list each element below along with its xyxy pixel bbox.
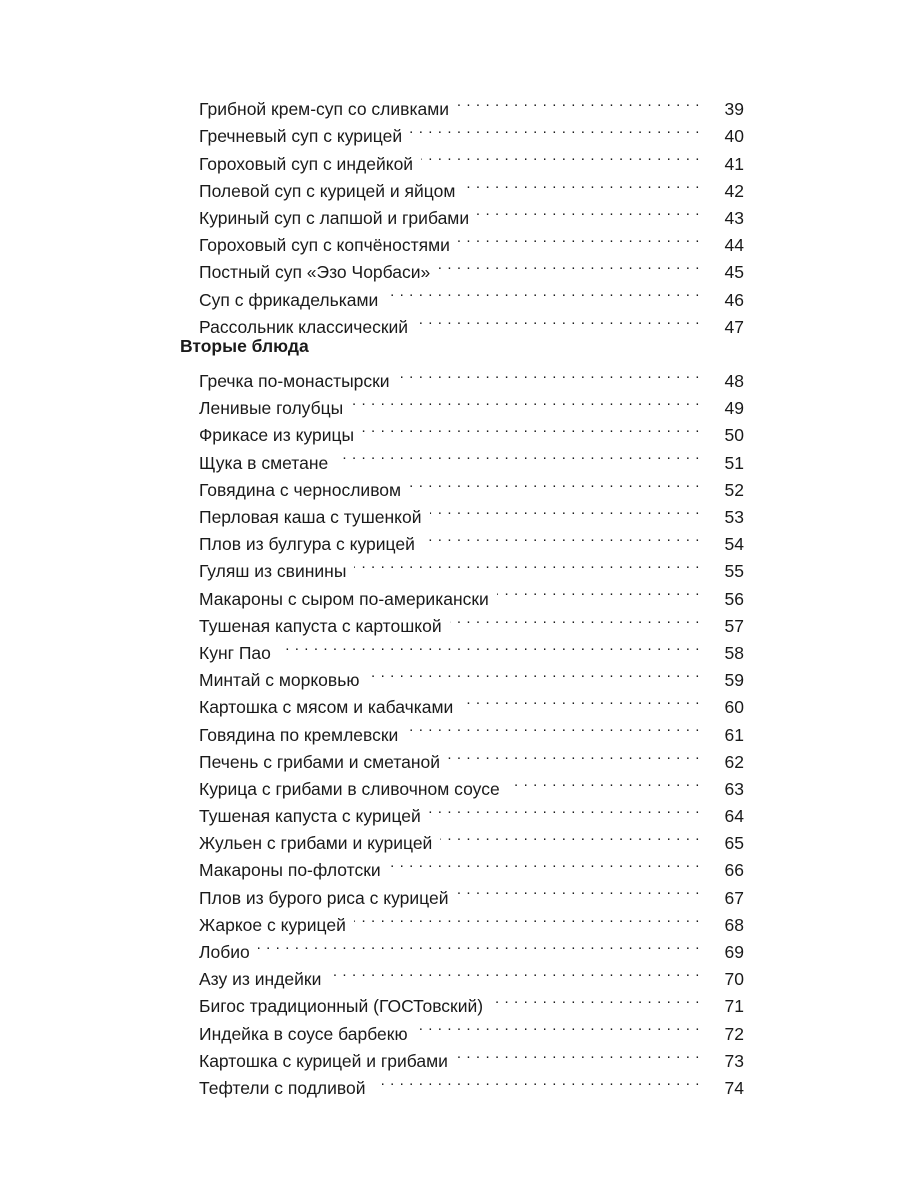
toc-entry-page-number: 51 [724,452,744,473]
toc-entry-title: Картошка с курицей и грибами [199,1050,448,1071]
toc-entry-title: Плов из булгура с курицей [199,534,415,555]
toc-dot-leader [477,197,700,224]
toc-entry [180,88,744,120]
toc-entry-page-number: 50 [724,425,744,446]
toc-dot-leader [450,605,700,632]
toc-dot-leader [491,985,700,1012]
toc-entry [180,958,744,990]
toc-entry-title: Говядина с черносливом [199,479,402,500]
toc-dot-leader [448,741,700,768]
toc-entry-page-number: 72 [724,1023,744,1044]
toc-entry-title: Курица с грибами в сливочном соусе [199,778,500,799]
toc-entry-title: Индейка в соусе барбекю [199,1023,408,1044]
toc-dot-leader [354,904,700,931]
toc-entry-page-number: 67 [724,887,744,908]
toc-entry-page-number: 68 [724,914,744,935]
toc-entry-title: Гречка по-монастырски [199,371,390,392]
toc-entry-page-number: 40 [724,126,744,147]
toc-entry-page-number: 64 [724,806,744,827]
toc-entry-title: Картошка с мясом и кабачками [199,697,454,718]
toc-entry-page-number: 73 [724,1050,744,1071]
toc-dot-leader [421,142,700,169]
toc-dot-leader [362,414,700,441]
toc-entry-page-number: 74 [724,1077,744,1098]
toc-entry-page-number: 65 [724,833,744,854]
toc-entry-page-number: 45 [724,262,744,283]
toc-dot-leader [461,686,700,713]
toc-entry-page-number: 59 [724,670,744,691]
toc-entry-title: Суп с фрикадельками [199,289,379,310]
toc-entry-title: Жульен с грибами и курицей [199,833,433,854]
toc-entry-page-number: 49 [724,398,744,419]
toc-section-heading-title: Вторые блюда [180,335,309,356]
toc-entry-title: Гуляш из свинины [199,561,347,582]
toc-entry-page-number: 69 [724,942,744,962]
toc-entry-title: Постный суп «Эзо Чорбаси» [199,262,431,283]
toc-entry-title: Тушеная капуста с курицей [199,806,421,827]
toc-entry-title: Азу из индейки [199,969,322,990]
toc-entry-title: Говядина по кремлевски [199,724,399,745]
toc-entry-page-number: 43 [724,207,744,228]
toc-dot-leader [374,1067,700,1094]
toc-entry-title: Ленивые голубцы [199,398,344,419]
toc-dot-leader [367,659,700,686]
toc-entry-title: Печень с грибами и сметаной [199,751,441,772]
toc-dot-leader [458,224,700,251]
toc-entry-title: Тушеная капуста с картошкой [199,615,442,636]
toc-entry-title: Жаркое с курицей [199,914,346,935]
toc-dot-leader [329,958,700,985]
toc-entry-title: Макароны по-флотски [199,860,381,881]
toc-entry-page-number: 55 [724,561,744,582]
toc-dot-leader [497,577,700,604]
toc-dot-leader [351,387,700,414]
toc-entry-title: Макароны с сыром по-американски [199,588,489,609]
toc-dot-leader [438,251,700,278]
toc-entry-page-number: 39 [724,99,744,120]
toc-entry-page-number: 41 [724,153,744,174]
toc-entry-title: Гороховый суп с индейкой [199,153,414,174]
toc-entry-title: Фрикасе из курицы [199,425,355,446]
toc-dot-leader [258,931,700,958]
toc-entry-title: Рассольник классический [199,316,409,337]
toc-dot-leader [410,115,700,142]
toc-entry-page-number: 47 [724,316,744,337]
toc-dot-leader [463,170,700,197]
toc-entry-title: Перловая каша с тушенкой [199,507,422,527]
toc-dot-leader [406,713,700,740]
toc-entry-page-number: 63 [724,778,744,799]
toc-entry-page-number: 62 [724,751,744,772]
toc-entry-page-number: 57 [724,615,744,636]
toc-entry-page-number: 60 [724,697,744,718]
toc-entry-title: Полевой суп с курицей и яйцом [199,180,456,201]
toc-entry-page-number: 71 [724,996,744,1017]
toc-dot-leader [398,360,700,387]
toc-dot-leader [416,1012,700,1039]
toc-dot-leader [409,469,700,496]
toc-dot-leader [354,550,700,577]
toc-dot-leader [457,88,700,115]
toc-dot-leader [508,768,700,795]
toc-entry-page-number: 53 [724,507,744,527]
toc-dot-leader [456,1040,700,1067]
toc-entry-page-number: 58 [724,642,744,663]
toc-dot-leader [386,278,700,305]
toc-entry-page-number: 52 [724,479,744,500]
toc-entry-title: Грибной крем-суп со сливками [199,99,450,120]
toc-dot-leader [430,496,700,523]
toc-entry-page-number: 66 [724,860,744,881]
toc-dot-leader [440,822,700,849]
toc-dot-leader [457,876,700,903]
toc-entry-title: Плов из бурого риса с курицей [199,887,449,908]
toc-dot-leader [423,523,700,550]
toc-entry-page-number: 56 [724,588,744,609]
toc-entry-page-number: 54 [724,534,744,555]
toc-entry-title: Гречневый суп с курицей [199,126,403,147]
table-of-contents [180,88,744,1098]
toc-entry-title: Бигос традиционный (ГОСТовский) [199,996,484,1017]
toc-entry-title: Гороховый суп с копчёностями [199,235,450,256]
toc-entry-title: Щука в сметане [199,452,329,473]
toc-entry-page-number: 48 [724,371,744,392]
toc-section-heading [180,333,744,360]
toc-entry-title: Куриный суп с лапшой и грибами [199,207,470,228]
toc-dot-leader [429,795,700,822]
toc-dot-leader [416,306,700,333]
toc-dot-leader [279,632,700,659]
toc-entry-page-number: 44 [724,235,744,256]
toc-dot-leader [336,441,700,468]
toc-entry-title: Кунг Пао [199,642,271,663]
toc-entry-title: Лобио [199,942,250,962]
toc-entry [180,360,744,392]
toc-entry-page-number: 61 [724,724,744,745]
toc-entry [180,931,744,962]
toc-entry-page-number: 46 [724,289,744,310]
toc-entry-title: Тефтели с подливой [199,1077,366,1098]
toc-dot-leader [389,849,700,876]
toc-entry-title: Минтай с морковью [199,670,360,691]
toc-entry-page-number: 70 [724,969,744,990]
toc-entry-page-number: 42 [724,180,744,201]
